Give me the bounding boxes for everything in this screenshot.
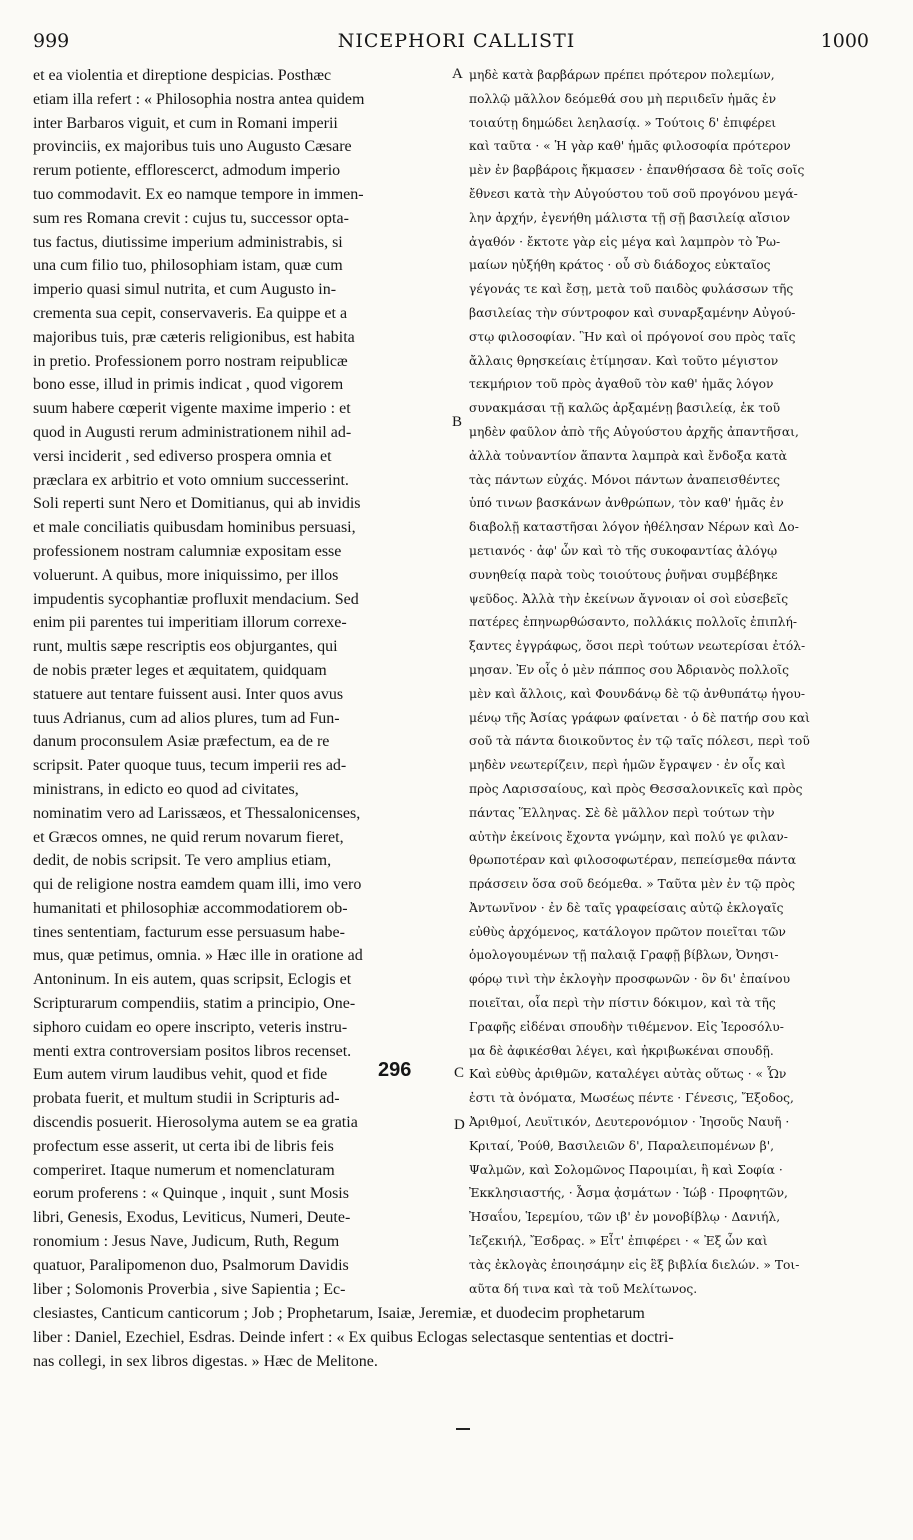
full-width-text-line: clesiastes, Canticum canticorum ; Job ; Prophetarum, Isaiæ, Jeremiæ, et duodecim prophetarum [33,1305,645,1322]
latin-text-line: scripsit. Pater quoque tuus, tecum imperii res ad- [33,757,347,775]
greek-text-line: ἐστι τὰ ὀνόματα, Μωσέως πέντε · Γένεσις, Ἔξοδος, [469,1091,794,1106]
greek-text-line: φόρῳ τινὶ τὴν ἐκλογὴν προσφωνῶν · ὃν δι' ἐπαίνου [469,972,791,987]
greek-text-line: μένῳ τῆς Ἀσίας γράφων φαίνεται · ὁ δὲ πατήρ σου καὶ [469,710,810,725]
greek-text-line: ξαντες ἐγγράφως, ὅσοι περὶ τούτων νεωτερίσαι ἐτόλ- [469,639,806,654]
latin-text-line: professionem nostram calumniæ expositam esse [33,542,342,560]
latin-text-line: discendis posuerit. Hierosolyma autem se ea gratia [33,1114,358,1132]
latin-text-line: humanitati et philosophiæ accommodatiorem ob- [33,899,348,917]
latin-text-line: inter Barbaros viguit, et cum in Romani imperii [33,114,338,132]
full-width-text-line: liber : Daniel, Ezechiel, Esdras. Deinde infert : « Ex quibus Eclogas selectasque sententias et doctri- [33,1328,674,1346]
section-marker-b: B [452,414,463,430]
latin-text-line: probata fuerit, et multum studii in Scripturis ad- [33,1090,340,1108]
greek-text-line: ὑπό τινων βασκάνων ἀνθρώπων, τὸν καθ' ἡμᾶς ἐν [469,496,784,511]
greek-column [469,64,881,1301]
full-width-text-line: nas collegi, in sex libros digestas. » Hæc de Melitone. [33,1352,378,1370]
latin-text-line: crementa sua cepit, conservaveris. Ea quippe et a [33,304,348,322]
end-dash [456,1428,470,1430]
latin-text-line: voluerunt. A quibus, more iniquissimo, per illos [33,566,339,584]
greek-text-line: τεκμήριον τοῦ πρὸς ἀγαθοῦ τὸν καθ' ἡμᾶς λόγον [469,377,774,392]
greek-text-line: ἀλλὰ τοὐναντίον ἅπαντα λαμπρὰ καὶ ἔνδοξα κατὰ [469,448,787,463]
greek-text-line: μησαν. Ἐν οἷς ὁ μὲν πάππος σου Ἀδριανὸς πολλοῖς [469,662,789,677]
latin-text-line: Antoninum. In eis autem, quas scripsit, Eclogis et [33,971,352,989]
greek-text-line: ψεῦδος. Ἀλλὰ τὴν ἐκείνων ἄγνοιαν οἱ σοὶ εὐσεβεῖς [469,591,789,606]
greek-text-line: μὲν καὶ ἄλλοις, καὶ Φουνδάνῳ δὲ τῷ ἀνθυπάτῳ ἡγου- [469,686,805,701]
greek-text-line: Κριταί, Ῥούθ, Βασιλειῶν δ', Παραλειπομένων β', [469,1138,775,1153]
inline-page-number: 296 [378,1059,412,1081]
greek-text-line: μαίων ηὐξήθη κράτος · οὗ σὺ διάδοχος εὐκταῖος [469,258,771,273]
section-marker-a: A [452,66,463,82]
latin-text-line: Soli reperti sunt Nero et Domitianus, qui ab invidis [33,495,361,513]
latin-text-line: una cum filio tuo, philosophiam istam, quæ cum [33,257,343,275]
latin-text-line: tus factus, diutissime imperium administrabis, si [33,233,343,251]
section-marker-d: D [454,1117,465,1133]
latin-text-line: Eum autem virum laudibus vehit, quod et fide [33,1066,328,1084]
greek-text-line: Ψαλμῶν, καὶ Σολομῶνος Παροιμίαι, ἣ καὶ Σοφία · [469,1162,783,1177]
latin-text-line: versi inciderit , sed ediverso prospera omnia et [33,447,332,465]
latin-text-line: profectum esse asserit, ut certa ibi de libris feis [33,1137,334,1155]
greek-text-line: Ἀριθμοί, Λευϊτικόν, Δευτερονόμιον · Ἰησοῦς Ναυῆ · [469,1115,790,1130]
greek-text-line: μετιανός · ἀφ' ὧν καὶ τὸ τῆς συκοφαντίας ἀλόγῳ [469,543,778,558]
greek-text-line: Γραφῆς εἰδέναι σπουδὴν τιθέμενον. Εἰς Ἱεροσόλυ- [469,1019,784,1034]
greek-text-line: ἀγαθόν · ἔκτοτε γὰρ εἰς μέγα καὶ λαμπρὸν τὸ Ῥω- [469,234,781,249]
latin-text-line: impudentis sycophantiæ profluxit mendacium. Sed [33,590,359,608]
greek-text-line: πάντας Ἕλληνας. Σὲ δὲ μᾶλλον περὶ τούτων τὴν [469,805,775,820]
latin-text-line: sum res Romana crevit : cujus tu, successor opta- [33,209,349,227]
greek-text-line: γέγονάς τε καὶ ἔσῃ, μετὰ τοῦ παιδὸς φυλάσσων τῆς [469,282,794,297]
greek-text-line: στῳ φιλοσοφίαν. Ἣν καὶ οἱ πρόγονοί σου πρὸς ταῖς [469,329,796,344]
latin-text-line: qui de religione nostra eamdem quam illi, imo vero [33,876,362,894]
latin-text-line: Scripturarum compendiis, statim a principio, One- [33,995,356,1013]
latin-text-line: in pretio. Professionem porro nostram reipublicæ [33,352,348,370]
latin-text-line: dedit, de nobis scripsit. Te vero amplius etiam, [33,852,332,870]
latin-text-line: tuus Adrianus, cum ad alios plures, tum ad Fun- [33,709,340,727]
greek-text-line: μὲν ἐν βαρβάροις ἤκμασεν · ἐπανθήσασα δὲ τοῖς σοῖς [469,163,805,178]
greek-text-line: Καὶ εὐθὺς ἀριθμῶν, καταλέγει αὐτὰς οὕτως · « Ὧν [469,1067,787,1082]
greek-text-line: αῦτα δή τινα καὶ τὰ τοῦ Μελίτωνος. [469,1281,698,1296]
latin-text-line: tines sententiam, facturum esse persuasum habe- [33,923,345,941]
latin-text-line: enim pii parentes tui imperitiam illorum correxe- [33,614,347,632]
latin-text-line: comperiret. Itaque numerum et nomenclaturam [33,1161,335,1179]
greek-text-line: μα δὲ ἀφικέσθαι λέγει, καὶ ἠκριβωκέναι σπουδῇ. [469,1043,774,1058]
latin-text-line: et male conciliatis quibusdam hominibus persuasi, [33,519,356,537]
latin-text-line: siphoro cuidam eo opere inscripto, veteris instru- [33,1018,348,1036]
latin-text-line: rerum potiente, efflorescerct, admodum imperio [33,162,341,180]
full-width-text [33,1302,883,1373]
latin-column [33,64,451,1301]
latin-text-line: tuo commodavit. Ex eo namque tempore in immen- [33,185,364,203]
latin-text-line: quatuor, Paralipomenon duo, Psalmorum Davidis [33,1256,349,1274]
greek-text-line: μηδὲν φαῦλον ἀπὸ τῆς Αὐγούστου ἀρχῆς ἀπαντῆσαι, [469,424,799,439]
latin-text-line: danum proconsulem Asiæ præfectum, ea de re [33,733,330,751]
greek-text-line: τὰς πάντων εὐχάς. Μόνοι πάντων ἀναπεισθέντες [469,472,781,487]
left-column-number: 999 [33,30,70,52]
latin-text-line: libri, Genesis, Exodus, Leviticus, Numeri, Deute- [33,1209,351,1227]
latin-text-line: menti extra controversiam positos libros recenset. [33,1042,352,1060]
latin-text-line: et Græcos omnes, ne quid rerum novarum fieret, [33,828,344,846]
latin-text-line: eorum proferens : « Quinque , inquit , sunt Mosis [33,1185,349,1203]
greek-text-line: τοιαύτῃ δημώδει λεηλασίᾳ. » Τούτοις δ' ἐπιφέρει [469,115,777,130]
greek-text-line: πράσσειν ὅσα σοῦ δεόμεθα. » Ταῦτα μὲν ἐν τῷ πρὸς [469,877,795,892]
greek-text-line: λην ἀρχήν, ἐγενήθη μάλιστα τῇ σῇ βασιλείᾳ αἴσιον [469,210,791,225]
latin-text-line: etiam illa refert : « Philosophia nostra antea quidem [33,90,365,108]
greek-text-line: βασιλείας τὴν σύντροφον καὶ συναρξαμένην Αὐγού- [469,305,796,320]
greek-text-line: ἔθνεσι κατὰ τὴν Αὐγούστου τοῦ σοῦ προγόνου μεγά- [469,186,798,201]
greek-text-line: Ἐκκλησιαστής, · Ἆσμα ᾀσμάτων · Ἰώβ · Προφητῶν, [469,1186,788,1201]
greek-text-line: Ἀντωνῖνον · ἐν δὲ ταῖς γραφείσαις αὐτῷ ἐκλογαῖς [469,900,784,915]
latin-text-line: de nobis præter leges et æquitatem, quidquam [33,661,327,679]
greek-text-line: μηδὲ κατὰ βαρβάρων πρέπει πρότερον πολεμίων, [469,68,775,82]
right-column-number: 1000 [820,30,869,52]
section-marker-c: C [454,1065,465,1081]
latin-text-line: mus, quæ petimus, omnia. » Hæc ille in oratione ad [33,947,363,965]
latin-text-line: et ea violentia et direptione despicias. Posthæc [33,67,332,84]
latin-text-line: majoribus tuis, præ cæteris religionibus, est habita [33,328,355,346]
latin-text-line: nominatim vero ad Larissæos, et Thessalonicenses, [33,804,361,822]
greek-text-line: σοῦ τὰ πάντα διοικοῦντος ἐν τῷ ταῖς πόλεσι, περὶ τοῦ [469,734,810,749]
latin-text-line: statuere aut tentare fuissent ausi. Inter quos avus [33,685,344,703]
latin-text-line: runt, multis sæpe rescriptis eos objurgantes, qui [33,638,338,656]
latin-text-line: provinciis, ex majoribus tuis uno Augusto Cæsare [33,138,352,156]
greek-text-line: εὐθὺς ἀρχόμενος, κατάλογον πρῶτον ποιεῖται τῶν [469,924,786,939]
latin-text-line: ronomium : Jesus Nave, Judicum, Ruth, Regum [33,1233,340,1251]
greek-text-line: πρὸς Λαρισσαίους, καὶ πρὸς Θεσσαλονικεῖς καὶ πρὸς [469,781,803,796]
running-title: NICEPHORI CALLISTI [337,30,576,52]
greek-text-line: πατέρες ἐπηνωρθώσαντο, πολλάκις πολλοῖς ἐπιπλή- [469,615,798,630]
greek-text-line: καὶ ταῦτα · « Ἡ γὰρ καθ' ἡμᾶς φιλοσοφία πρότερον [469,139,791,154]
greek-text-line: πολλῷ μᾶλλον δεόμεθά σου μὴ περιιδεῖν ἡμᾶς ἐν [469,91,777,106]
latin-text-line: imperio quasi simul nutrita, et cum Augusto in- [33,281,337,299]
greek-text-line: αὐτὴν ἐκείνοις ἔχοντα γνώμην, καὶ πολύ γε φιλαν- [469,829,788,844]
greek-text-line: συνηθείᾳ παρὰ τοὺς τοιούτους ῥυῆναι συμβέβηκε [469,567,778,582]
latin-text-line: liber ; Solomonis Proverbia , sive Sapientia ; Ec- [33,1280,346,1298]
greek-text-line: Ἰεζεκιήλ, Ἔσδρας. » Εἶτ' ἐπιφέρει · « Ἐξ ὧν καὶ [469,1234,768,1249]
greek-text-line: συνακμάσαι τῇ καλῶς ἀρξαμένῃ βασιλείᾳ, ἐκ τοῦ [469,401,781,416]
greek-text-line: θρωποτέραν καὶ φιλοσοφωτέραν, πεπείσμεθα πάντα [469,853,797,868]
latin-text-line: bono esse, illud in primis indicat , quod vigorem [33,376,344,394]
greek-text-line: τὰς ἐκλογὰς ἐποιησάμην εἰς ἓξ βιβλία διελών. » Τοι- [469,1257,800,1272]
greek-text-line: Ἠσαΐου, Ἱερεμίου, τῶν ιβ' ἐν μονοβίβλῳ · Δανιήλ, [469,1210,781,1225]
greek-text-line: ὁμολογουμένων τῇ παλαιᾷ Γραφῇ βίβλων, Ὀνησι- [469,948,779,963]
greek-text-line: μηδὲν νεωτερίζειν, περὶ ἡμῶν ἔγραψεν · ἐν οἷς καὶ [469,758,786,773]
latin-text-line: præclara ex arbitrio et voto omnium successerint. [33,471,349,489]
latin-text-line: suum habere cœperit vigente maxime imperio : et [33,400,351,418]
greek-text-line: ἄλλαις θρησκείαις ἐτίμησαν. Καὶ τοῦτο μέγιστον [469,353,779,368]
latin-text-line: quod in Augusti rerum administrationem nihil ad- [33,423,352,441]
greek-text-line: διαβολῇ καταστῆσαι λόγον ἠθέλησαν Νέρων καὶ Δο- [469,520,799,535]
greek-text-line: ποιεῖται, οἷα περὶ τὴν πίστιν δόκιμον, καὶ τὰ τῆς [469,996,776,1011]
latin-text-line: ministrans, in edicto eo quod ad civitates, [33,780,299,798]
